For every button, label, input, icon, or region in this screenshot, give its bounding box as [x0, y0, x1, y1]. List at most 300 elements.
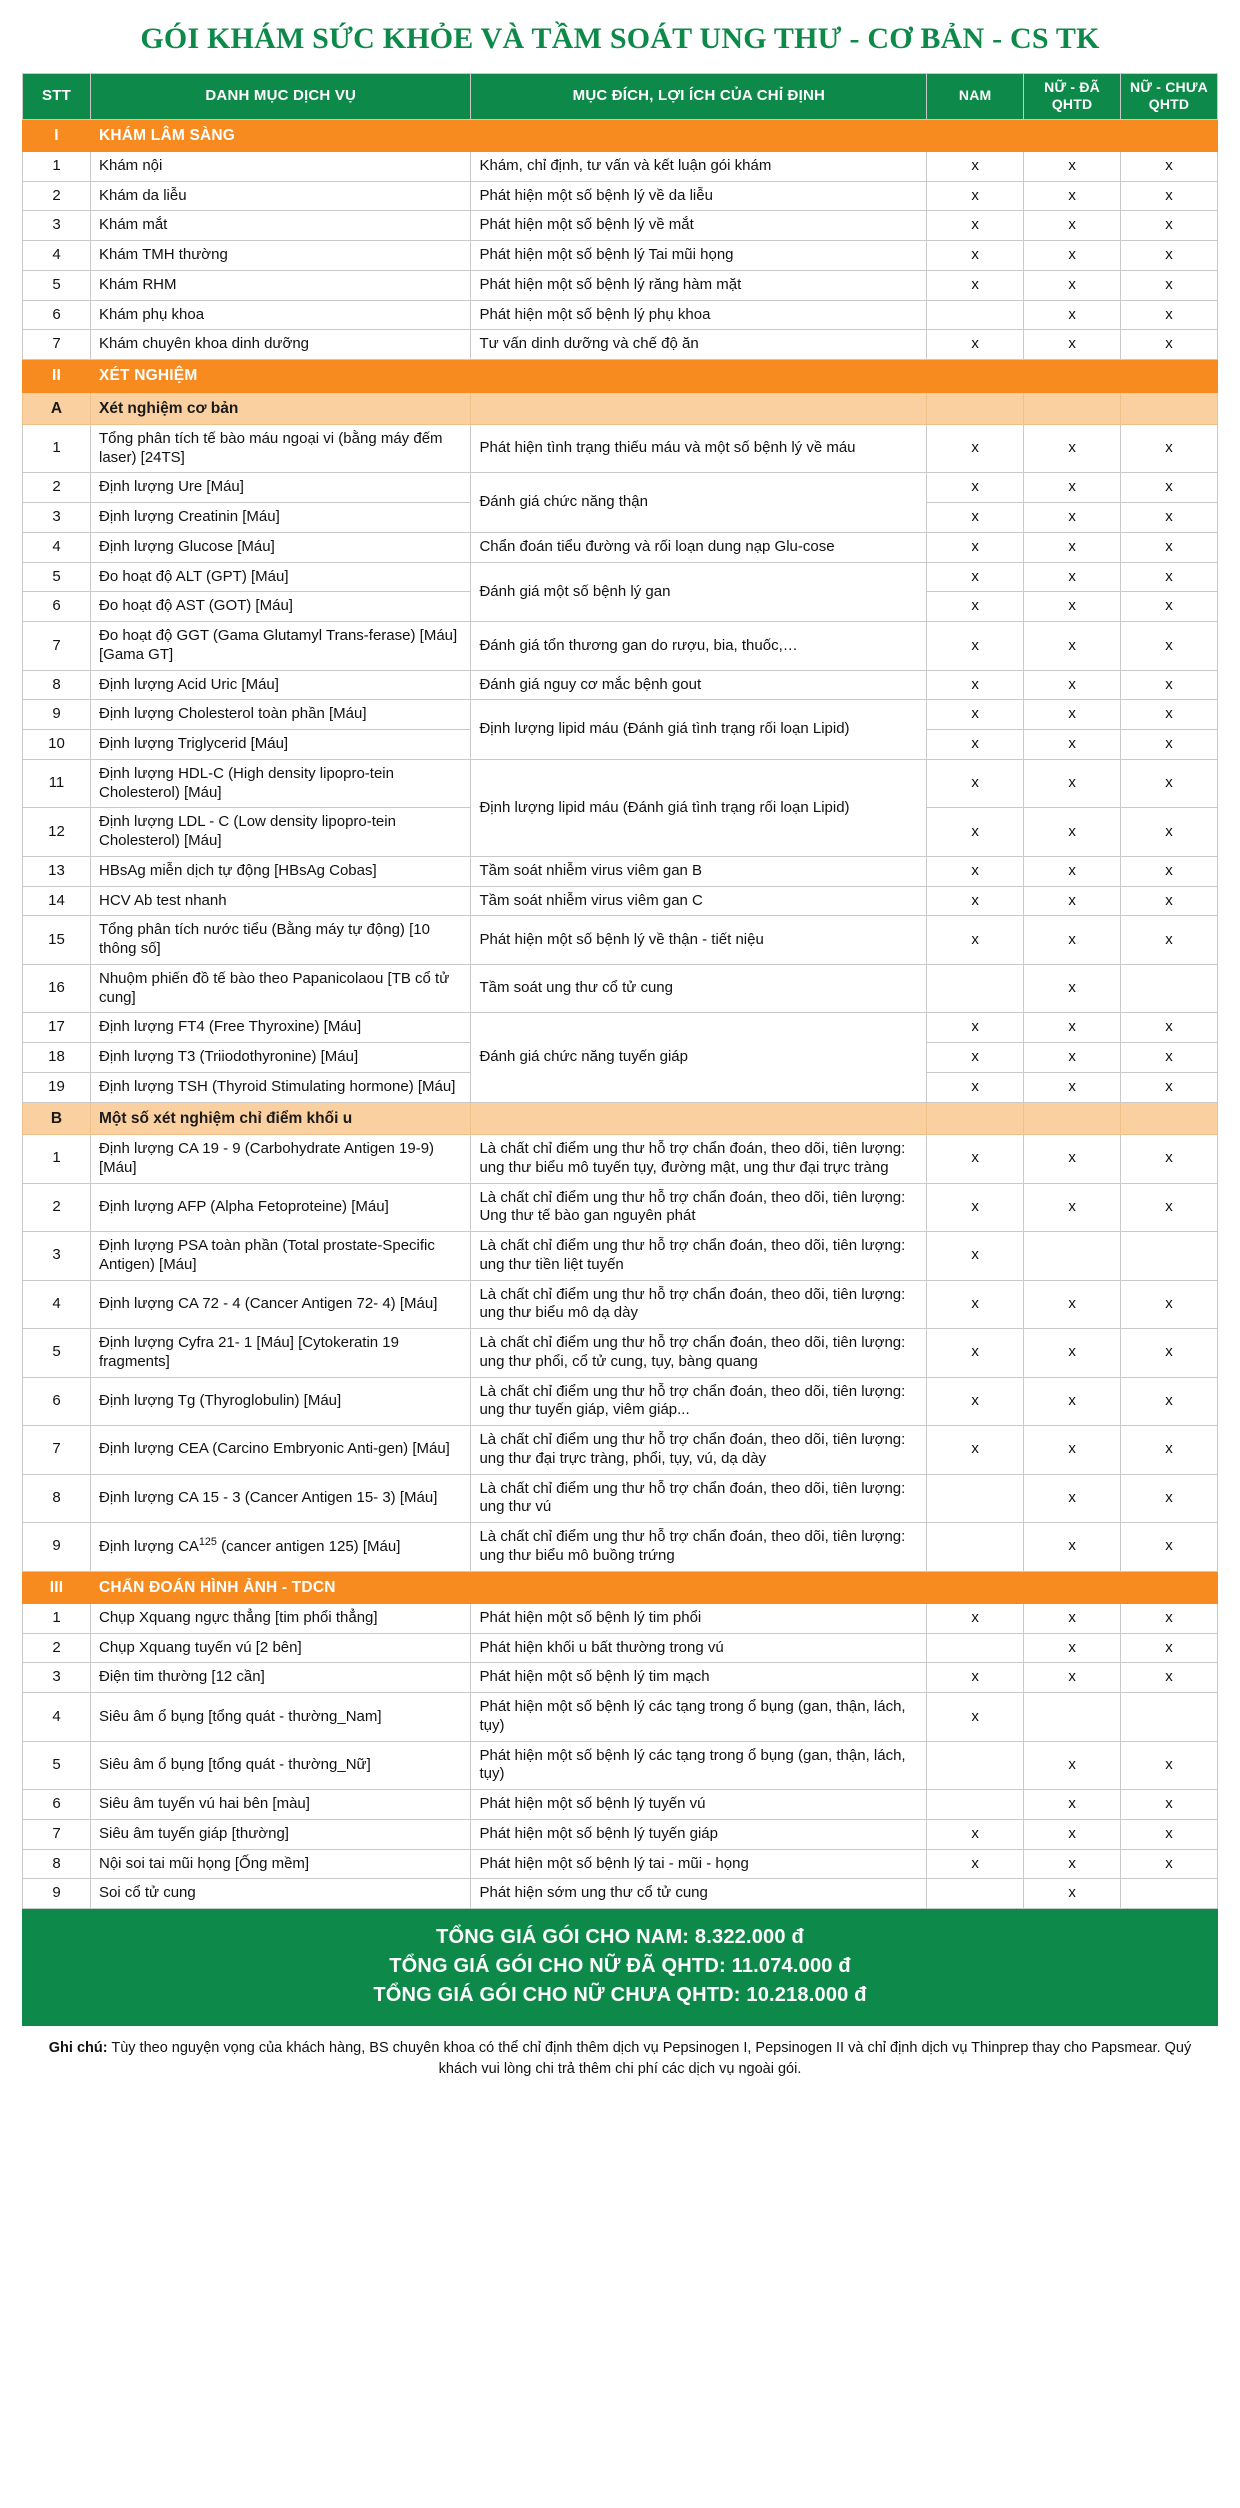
- row-number: 7: [23, 622, 91, 671]
- service-name: Đo hoạt độ GGT (Gama Glutamyl Trans-ferase) [Máu] [Gama GT]: [90, 622, 470, 671]
- section-id: B: [23, 1102, 91, 1134]
- service-name: Khám RHM: [90, 270, 470, 300]
- row-number: 18: [23, 1043, 91, 1073]
- service-name: Định lượng T3 (Triiodothyronine) [Máu]: [90, 1043, 470, 1073]
- service-purpose: Đánh giá tổn thương gan do rượu, bia, thuốc,…: [471, 622, 927, 671]
- mark-male: x: [927, 856, 1024, 886]
- mark-male: x: [927, 808, 1024, 857]
- row-number: 19: [23, 1072, 91, 1102]
- row-number: 4: [23, 1280, 91, 1329]
- section-row: [23, 1571, 1218, 1603]
- row-number: 9: [23, 700, 91, 730]
- mark-male: x: [927, 181, 1024, 211]
- mark-female-yes: x: [1024, 886, 1121, 916]
- table-row: [23, 759, 1218, 808]
- service-name: Đo hoạt độ ALT (GPT) [Máu]: [90, 562, 470, 592]
- mark-female-no: x: [1121, 856, 1218, 886]
- mark-male: x: [927, 330, 1024, 360]
- row-number: 5: [23, 270, 91, 300]
- mark-female-no: x: [1121, 1426, 1218, 1475]
- mark-male: x: [927, 622, 1024, 671]
- row-number: 3: [23, 211, 91, 241]
- mark-male: x: [927, 700, 1024, 730]
- service-name: Nội soi tai mũi họng [Ống mềm]: [90, 1849, 470, 1879]
- service-name: Định lượng AFP (Alpha Fetoproteine) [Máu]: [90, 1183, 470, 1232]
- mark-male: x: [927, 1183, 1024, 1232]
- mark-female-no: x: [1121, 1072, 1218, 1102]
- row-number: 4: [23, 241, 91, 271]
- mark-female-no: [1121, 1879, 1218, 1909]
- mark-female-no: x: [1121, 1819, 1218, 1849]
- section-row: [23, 392, 1218, 424]
- section-filler: [927, 360, 1024, 392]
- service-purpose: Là chất chỉ điểm ung thư hỗ trợ chẩn đoán, theo dõi, tiên lượng: ung thư tiền liệt tuyến: [471, 1232, 927, 1281]
- table-row: [23, 964, 1218, 1013]
- mark-female-yes: [1024, 1693, 1121, 1742]
- section-label: KHÁM LÂM SÀNG: [90, 119, 470, 151]
- mark-female-no: x: [1121, 503, 1218, 533]
- table-row: [23, 1603, 1218, 1633]
- table-row: [23, 1135, 1218, 1184]
- row-number: 8: [23, 1849, 91, 1879]
- mark-female-yes: x: [1024, 1135, 1121, 1184]
- mark-female-yes: x: [1024, 808, 1121, 857]
- section-filler: [927, 119, 1024, 151]
- mark-female-yes: x: [1024, 181, 1121, 211]
- section-filler: [1024, 360, 1121, 392]
- header-female-yes: NỮ - ĐÃ QHTD: [1024, 73, 1121, 119]
- mark-female-no: x: [1121, 916, 1218, 965]
- service-purpose: Phát hiện một số bệnh lý về mắt: [471, 211, 927, 241]
- row-number: 3: [23, 503, 91, 533]
- mark-female-no: x: [1121, 1043, 1218, 1073]
- service-name: Khám mắt: [90, 211, 470, 241]
- mark-female-yes: x: [1024, 1633, 1121, 1663]
- section-filler: [471, 1571, 927, 1603]
- row-number: 5: [23, 562, 91, 592]
- mark-female-yes: x: [1024, 473, 1121, 503]
- table-row: [23, 622, 1218, 671]
- row-number: 4: [23, 1693, 91, 1742]
- row-number: 4: [23, 532, 91, 562]
- table-row: [23, 181, 1218, 211]
- mark-female-yes: x: [1024, 622, 1121, 671]
- service-purpose: Đánh giá chức năng thận: [471, 473, 927, 533]
- table-row: [23, 1474, 1218, 1523]
- row-number: 1: [23, 151, 91, 181]
- service-name: Định lượng CA 72 - 4 (Cancer Antigen 72- 4) [Máu]: [90, 1280, 470, 1329]
- row-number: 5: [23, 1329, 91, 1378]
- mark-male: x: [927, 1849, 1024, 1879]
- service-name: Siêu âm tuyến vú hai bên [màu]: [90, 1790, 470, 1820]
- row-number: 2: [23, 1183, 91, 1232]
- row-number: 10: [23, 730, 91, 760]
- mark-female-yes: x: [1024, 592, 1121, 622]
- mark-female-no: x: [1121, 1663, 1218, 1693]
- table-row: [23, 1426, 1218, 1475]
- mark-male: [927, 1741, 1024, 1790]
- mark-female-yes: x: [1024, 1013, 1121, 1043]
- service-purpose: Phát hiện một số bệnh lý về thận - tiết niệu: [471, 916, 927, 965]
- mark-male: x: [927, 503, 1024, 533]
- section-filler: [1121, 1102, 1218, 1134]
- mark-female-no: x: [1121, 759, 1218, 808]
- service-name: Định lượng Glucose [Máu]: [90, 532, 470, 562]
- table-row: [23, 270, 1218, 300]
- table-row: [23, 1329, 1218, 1378]
- mark-male: x: [927, 1426, 1024, 1475]
- service-purpose: Chẩn đoán tiểu đường và rối loạn dung nạp Glu-cose: [471, 532, 927, 562]
- footnote: [22, 2026, 1218, 2096]
- mark-female-no: x: [1121, 1633, 1218, 1663]
- row-number: 8: [23, 670, 91, 700]
- table-row: [23, 473, 1218, 503]
- mark-male: x: [927, 1819, 1024, 1849]
- mark-male: x: [927, 886, 1024, 916]
- mark-female-yes: x: [1024, 532, 1121, 562]
- table-row: [23, 1819, 1218, 1849]
- mark-female-no: x: [1121, 181, 1218, 211]
- row-number: 13: [23, 856, 91, 886]
- service-name: Khám phụ khoa: [90, 300, 470, 330]
- table-row: [23, 1523, 1218, 1572]
- mark-female-no: x: [1121, 1790, 1218, 1820]
- mark-male: x: [927, 211, 1024, 241]
- mark-female-yes: x: [1024, 300, 1121, 330]
- mark-male: x: [927, 1377, 1024, 1426]
- header-female-no: NỮ - CHƯA QHTD: [1121, 73, 1218, 119]
- service-name: Định lượng CEA (Carcino Embryonic Anti-gen) [Máu]: [90, 1426, 470, 1475]
- service-purpose: Phát hiện một số bệnh lý tuyến vú: [471, 1790, 927, 1820]
- row-number: 3: [23, 1232, 91, 1281]
- mark-male: x: [927, 759, 1024, 808]
- mark-female-yes: x: [1024, 562, 1121, 592]
- service-name: Định lượng Cyfra 21- 1 [Máu] [Cytokeratin 19 fragments]: [90, 1329, 470, 1378]
- mark-female-no: x: [1121, 270, 1218, 300]
- section-filler: [1024, 392, 1121, 424]
- mark-male: [927, 1474, 1024, 1523]
- mark-female-yes: x: [1024, 730, 1121, 760]
- table-row: [23, 300, 1218, 330]
- section-filler: [471, 119, 927, 151]
- table-row: [23, 562, 1218, 592]
- mark-male: x: [927, 1135, 1024, 1184]
- service-purpose: Phát hiện một số bệnh lý phụ khoa: [471, 300, 927, 330]
- table-row: [23, 700, 1218, 730]
- mark-male: x: [927, 1232, 1024, 1281]
- header-stt: STT: [23, 73, 91, 119]
- table-header: [23, 73, 1218, 119]
- table-row: [23, 1693, 1218, 1742]
- service-name: Siêu âm ổ bụng [tổng quát - thường_Nữ]: [90, 1741, 470, 1790]
- table-row: [23, 330, 1218, 360]
- service-name: Khám TMH thường: [90, 241, 470, 271]
- mark-female-no: x: [1121, 1474, 1218, 1523]
- section-row: [23, 1102, 1218, 1134]
- mark-female-no: x: [1121, 562, 1218, 592]
- service-purpose: Là chất chỉ điểm ung thư hỗ trợ chẩn đoán, theo dõi, tiên lượng: ung thư biểu mô dạ dày: [471, 1280, 927, 1329]
- mark-female-yes: x: [1024, 1377, 1121, 1426]
- mark-male: x: [927, 151, 1024, 181]
- row-number: 1: [23, 424, 91, 473]
- service-name: Soi cổ tử cung: [90, 1879, 470, 1909]
- service-name: Chụp Xquang tuyến vú [2 bên]: [90, 1633, 470, 1663]
- section-filler: [927, 1571, 1024, 1603]
- total-male: TỔNG GIÁ GÓI CHO NAM: 8.322.000 đ: [436, 1926, 804, 1949]
- table-row: [23, 1280, 1218, 1329]
- mark-female-no: x: [1121, 151, 1218, 181]
- page-title: GÓI KHÁM SỨC KHỎE VÀ TẦM SOÁT UNG THƯ - CƠ BẢN - CS TK: [140, 22, 1100, 55]
- service-purpose: Là chất chỉ điểm ung thư hỗ trợ chẩn đoán, theo dõi, tiên lượng: ung thư đại trực tràng, phổi, tụy, vú, dạ dày: [471, 1426, 927, 1475]
- service-purpose: Là chất chỉ điểm ung thư hỗ trợ chẩn đoán, theo dõi, tiên lượng: ung thư biểu mô buồng trứng: [471, 1523, 927, 1572]
- row-number: 9: [23, 1523, 91, 1572]
- mark-male: x: [927, 532, 1024, 562]
- service-purpose: Định lượng lipid máu (Đánh giá tình trạng rối loạn Lipid): [471, 700, 927, 760]
- mark-female-yes: x: [1024, 856, 1121, 886]
- mark-male: x: [927, 670, 1024, 700]
- service-name: Định lượng CA 19 - 9 (Carbohydrate Antigen 19-9) [Máu]: [90, 1135, 470, 1184]
- mark-female-no: x: [1121, 1280, 1218, 1329]
- service-name: Khám chuyên khoa dinh dưỡng: [90, 330, 470, 360]
- section-row: [23, 119, 1218, 151]
- mark-male: x: [927, 1603, 1024, 1633]
- mark-female-yes: x: [1024, 1849, 1121, 1879]
- section-filler: [1024, 119, 1121, 151]
- service-purpose: Là chất chỉ điểm ung thư hỗ trợ chẩn đoán, theo dõi, tiên lượng: ung thư phổi, cổ tử cung, tụy, bàng quang: [471, 1329, 927, 1378]
- service-purpose: Phát hiện một số bệnh lý tim mạch: [471, 1663, 927, 1693]
- mark-female-yes: x: [1024, 700, 1121, 730]
- header-service: DANH MỤC DỊCH VỤ: [90, 73, 470, 119]
- section-filler: [1121, 119, 1218, 151]
- mark-female-no: x: [1121, 622, 1218, 671]
- table-body: [23, 119, 1218, 1909]
- mark-female-no: x: [1121, 886, 1218, 916]
- services-table: [22, 73, 1218, 1910]
- header-row: [23, 73, 1218, 119]
- mark-female-no: x: [1121, 1849, 1218, 1879]
- row-number: 9: [23, 1879, 91, 1909]
- mark-female-yes: x: [1024, 1879, 1121, 1909]
- section-filler: [471, 360, 927, 392]
- service-name: Tổng phân tích tế bào máu ngoại vi (bằng máy đếm laser) [24TS]: [90, 424, 470, 473]
- section-filler: [1121, 392, 1218, 424]
- mark-male: x: [927, 1043, 1024, 1073]
- mark-female-yes: x: [1024, 759, 1121, 808]
- mark-female-yes: x: [1024, 1280, 1121, 1329]
- table-row: [23, 241, 1218, 271]
- section-filler: [927, 392, 1024, 424]
- section-row: [23, 360, 1218, 392]
- row-number: 6: [23, 1790, 91, 1820]
- table-row: [23, 670, 1218, 700]
- section-id: I: [23, 119, 91, 151]
- row-number: 7: [23, 1426, 91, 1475]
- mark-male: x: [927, 916, 1024, 965]
- mark-female-yes: x: [1024, 964, 1121, 1013]
- mark-female-no: [1121, 964, 1218, 1013]
- mark-female-yes: x: [1024, 1043, 1121, 1073]
- section-label: Xét nghiệm cơ bản: [90, 392, 470, 424]
- mark-female-yes: x: [1024, 1741, 1121, 1790]
- row-number: 6: [23, 1377, 91, 1426]
- mark-female-yes: x: [1024, 1603, 1121, 1633]
- mark-female-yes: [1024, 1232, 1121, 1281]
- total-female-yes: TỔNG GIÁ GÓI CHO NỮ ĐÃ QHTD: 11.074.000 đ: [389, 1955, 851, 1978]
- service-name: Tổng phân tích nước tiểu (Bằng máy tự động) [10 thông số]: [90, 916, 470, 965]
- section-label: Một số xét nghiệm chỉ điểm khối u: [90, 1102, 470, 1134]
- mark-female-no: x: [1121, 808, 1218, 857]
- service-name: Điện tim thường [12 cần]: [90, 1663, 470, 1693]
- mark-female-yes: x: [1024, 1523, 1121, 1572]
- service-purpose: Phát hiện tình trạng thiếu máu và một số bệnh lý về máu: [471, 424, 927, 473]
- service-name: Định lượng Cholesterol toàn phần [Máu]: [90, 700, 470, 730]
- mark-male: [927, 300, 1024, 330]
- mark-female-no: x: [1121, 330, 1218, 360]
- table-row: [23, 211, 1218, 241]
- mark-male: x: [927, 1329, 1024, 1378]
- mark-male: x: [927, 1663, 1024, 1693]
- mark-female-no: x: [1121, 1741, 1218, 1790]
- service-name: HBsAg miễn dịch tự động [HBsAg Cobas]: [90, 856, 470, 886]
- row-number: 16: [23, 964, 91, 1013]
- mark-female-yes: x: [1024, 1819, 1121, 1849]
- service-purpose: Phát hiện một số bệnh lý Tai mũi họng: [471, 241, 927, 271]
- table-row: [23, 886, 1218, 916]
- mark-female-no: [1121, 1232, 1218, 1281]
- mark-female-yes: x: [1024, 211, 1121, 241]
- table-row: [23, 1849, 1218, 1879]
- service-purpose: Là chất chỉ điểm ung thư hỗ trợ chẩn đoán, theo dõi, tiên lượng: ung thư vú: [471, 1474, 927, 1523]
- service-purpose: Phát hiện một số bệnh lý về da liễu: [471, 181, 927, 211]
- mark-female-no: x: [1121, 592, 1218, 622]
- service-purpose: Đánh giá nguy cơ mắc bệnh gout: [471, 670, 927, 700]
- service-name: Định lượng Acid Uric [Máu]: [90, 670, 470, 700]
- service-name: Siêu âm ổ bụng [tổng quát - thường_Nam]: [90, 1693, 470, 1742]
- mark-female-yes: x: [1024, 1426, 1121, 1475]
- mark-female-no: x: [1121, 1013, 1218, 1043]
- service-name: Định lượng Ure [Máu]: [90, 473, 470, 503]
- service-purpose: Tư vấn dinh dưỡng và chế độ ăn: [471, 330, 927, 360]
- row-number: 6: [23, 300, 91, 330]
- table-row: [23, 1013, 1218, 1043]
- service-name: Định lượng HDL-C (High density lipopro-tein Cholesterol) [Máu]: [90, 759, 470, 808]
- mark-male: [927, 1879, 1024, 1909]
- row-number: 14: [23, 886, 91, 916]
- mark-male: x: [927, 562, 1024, 592]
- table-row: [23, 1183, 1218, 1232]
- mark-male: x: [927, 270, 1024, 300]
- mark-female-yes: x: [1024, 330, 1121, 360]
- mark-female-no: x: [1121, 300, 1218, 330]
- service-purpose: Phát hiện khối u bất thường trong vú: [471, 1633, 927, 1663]
- mark-female-no: x: [1121, 473, 1218, 503]
- service-purpose: Định lượng lipid máu (Đánh giá tình trạng rối loạn Lipid): [471, 759, 927, 856]
- footnote-label: Ghi chú:: [48, 2040, 108, 2057]
- mark-female-no: x: [1121, 700, 1218, 730]
- service-name: Đo hoạt độ AST (GOT) [Máu]: [90, 592, 470, 622]
- mark-male: x: [927, 1280, 1024, 1329]
- service-purpose: Đánh giá chức năng tuyến giáp: [471, 1013, 927, 1102]
- row-number: 1: [23, 1603, 91, 1633]
- service-name: Siêu âm tuyến giáp [thường]: [90, 1819, 470, 1849]
- mark-female-yes: x: [1024, 670, 1121, 700]
- section-filler: [1024, 1571, 1121, 1603]
- table-row: [23, 151, 1218, 181]
- mark-male: x: [927, 241, 1024, 271]
- service-name: Định lượng LDL - C (Low density lipopro-tein Cholesterol) [Máu]: [90, 808, 470, 857]
- mark-female-no: x: [1121, 1523, 1218, 1572]
- mark-female-no: x: [1121, 424, 1218, 473]
- mark-female-yes: x: [1024, 270, 1121, 300]
- service-name: Định lượng Tg (Thyroglobulin) [Máu]: [90, 1377, 470, 1426]
- service-purpose: Là chất chỉ điểm ung thư hỗ trợ chẩn đoán, theo dõi, tiên lượng: ung thư biểu mô tuyến tụy, đường mật, ung thư đại trực tràng: [471, 1135, 927, 1184]
- mark-female-no: x: [1121, 730, 1218, 760]
- table-row: [23, 1232, 1218, 1281]
- service-name: Khám da liễu: [90, 181, 470, 211]
- table-row: [23, 424, 1218, 473]
- section-id: II: [23, 360, 91, 392]
- mark-female-yes: x: [1024, 1329, 1121, 1378]
- service-purpose: Tầm soát nhiễm virus viêm gan B: [471, 856, 927, 886]
- service-name: Chụp Xquang ngực thẳng [tim phổi thẳng]: [90, 1603, 470, 1633]
- mark-male: x: [927, 424, 1024, 473]
- mark-female-yes: x: [1024, 1663, 1121, 1693]
- table-row: [23, 1633, 1218, 1663]
- service-name: Định lượng CA 15 - 3 (Cancer Antigen 15- 3) [Máu]: [90, 1474, 470, 1523]
- service-purpose: Phát hiện sớm ung thư cổ tử cung: [471, 1879, 927, 1909]
- service-purpose: Phát hiện một số bệnh lý răng hàm mặt: [471, 270, 927, 300]
- table-row: [23, 1879, 1218, 1909]
- mark-female-no: x: [1121, 1183, 1218, 1232]
- service-purpose: Đánh giá một số bệnh lý gan: [471, 562, 927, 622]
- section-label: CHẨN ĐOÁN HÌNH ẢNH - TDCN: [90, 1571, 470, 1603]
- mark-female-yes: x: [1024, 916, 1121, 965]
- row-number: 12: [23, 808, 91, 857]
- table-row: [23, 1741, 1218, 1790]
- service-purpose: Phát hiện một số bệnh lý các tạng trong ổ bụng (gan, thận, lách, tụy): [471, 1741, 927, 1790]
- row-number: 6: [23, 592, 91, 622]
- mark-female-no: x: [1121, 1377, 1218, 1426]
- service-name: Định lượng Creatinin [Máu]: [90, 503, 470, 533]
- mark-female-no: x: [1121, 1135, 1218, 1184]
- mark-female-yes: x: [1024, 1072, 1121, 1102]
- table-row: [23, 1377, 1218, 1426]
- row-number: 17: [23, 1013, 91, 1043]
- mark-female-yes: x: [1024, 503, 1121, 533]
- row-number: 8: [23, 1474, 91, 1523]
- mark-male: x: [927, 473, 1024, 503]
- table-row: [23, 532, 1218, 562]
- mark-male: x: [927, 1013, 1024, 1043]
- mark-male: x: [927, 730, 1024, 760]
- mark-female-yes: x: [1024, 1790, 1121, 1820]
- mark-female-no: x: [1121, 241, 1218, 271]
- section-id: A: [23, 392, 91, 424]
- table-row: [23, 916, 1218, 965]
- totals-panel: [22, 1909, 1218, 2026]
- table-row: [23, 1790, 1218, 1820]
- row-number: 11: [23, 759, 91, 808]
- service-name: Khám nội: [90, 151, 470, 181]
- service-purpose: Phát hiện một số bệnh lý các tạng trong ổ bụng (gan, thận, lách, tụy): [471, 1693, 927, 1742]
- service-purpose: Phát hiện một số bệnh lý tai - mũi - họng: [471, 1849, 927, 1879]
- service-name: Định lượng Triglycerid [Máu]: [90, 730, 470, 760]
- table-row: [23, 1663, 1218, 1693]
- service-name: Định lượng CA$^{125}$ (cancer antigen 125) [Máu]: [90, 1523, 470, 1572]
- mark-female-yes: x: [1024, 1474, 1121, 1523]
- mark-male: x: [927, 592, 1024, 622]
- mark-female-no: x: [1121, 1329, 1218, 1378]
